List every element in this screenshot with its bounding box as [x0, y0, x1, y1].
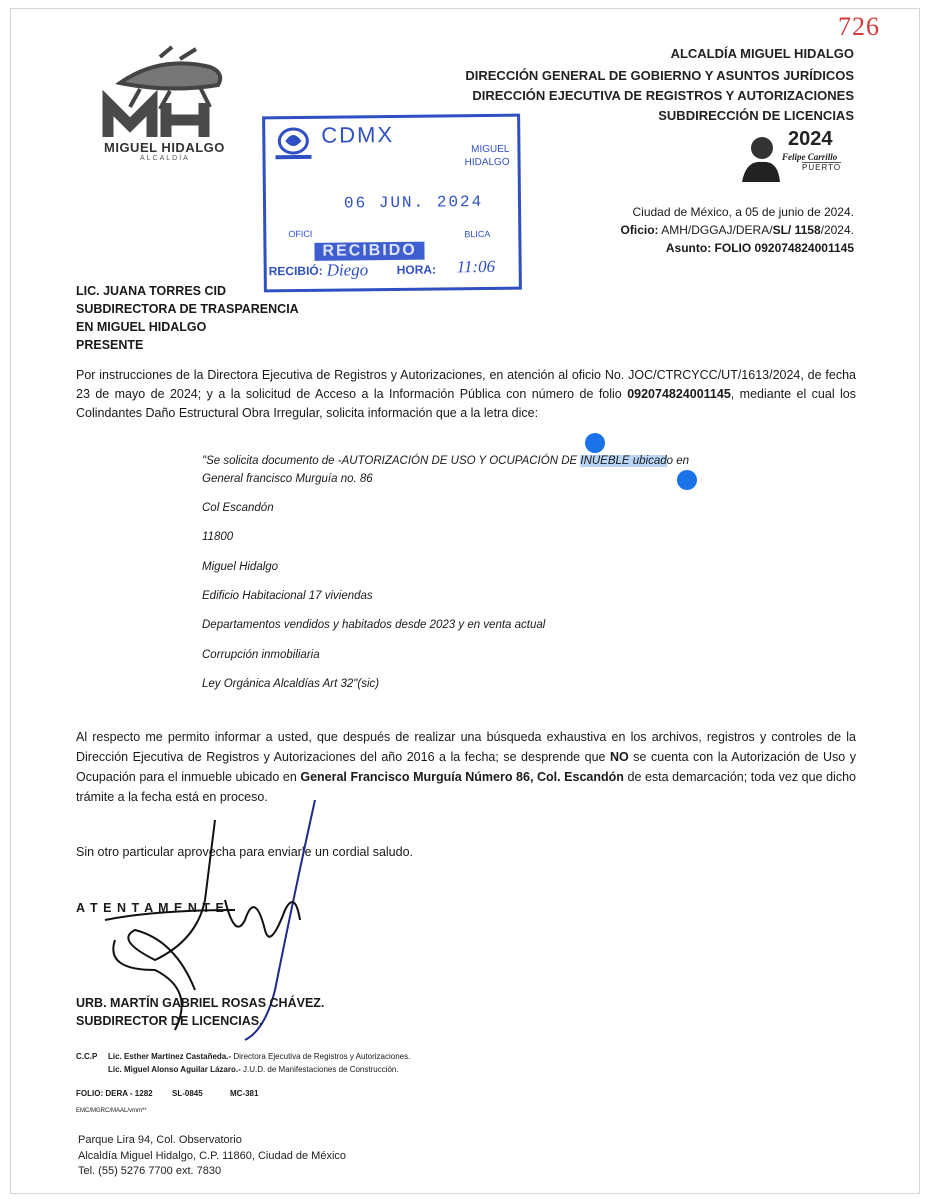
paragraph-3: Sin otro particular aprovecha para enviarle un cordial saludo. [76, 845, 413, 859]
page-number: 726 [838, 12, 880, 41]
quote-line-3: Col Escandón [202, 502, 274, 514]
header-line-3: DIRECCIÓN EJECUTIVA DE REGISTROS Y AUTORIZACIONES [472, 88, 854, 103]
footer-address: Parque Lira 94, Col. Observatorio [78, 1134, 242, 1146]
stamp-side-line1: MIGUEL [471, 143, 510, 156]
paragraph-1 [76, 366, 856, 423]
stamp-side-line2: HIDALGO [464, 156, 510, 169]
ccp-1-role: Directora Ejecutiva de Registros y Autorizaciones. [231, 1052, 411, 1061]
stamp-hora-label: HORA: [396, 262, 437, 277]
stamp-side-text [464, 143, 509, 169]
initials: EMC/MGRC/MAAL/vmm** [76, 1108, 147, 1114]
campaign-year: 2024 [788, 128, 833, 150]
p2-no: NO [610, 750, 629, 764]
p2-address: General Francisco Murguía Número 86, Col. Escandón [300, 770, 624, 784]
stamp-recibido: RECIBIDO [314, 242, 424, 261]
p2-text-c: de esta demarcación; toda vez que dicho trámite a la fecha está en proceso. [76, 770, 856, 804]
stamp-date: 06 JUN. 2024 [343, 193, 484, 213]
stamp-oficialia: OFICI [288, 228, 313, 240]
p1-folio: 092074824001145 [627, 387, 731, 401]
p1-text-a: Por instrucciones de la Directora Ejecutiva de Registros y Autorizaciones, en atención al oficio No. JOC/CTRCYCC/UT/1613/2024, de fecha 23 de mayo de 2024; y a la solicitud de Acceso a la Información Pública con número de folio [76, 368, 856, 401]
portrait-icon [740, 132, 780, 182]
logo-subtitle: ALCALDÍA [140, 155, 190, 162]
p1-text-b: , mediante el cual los Colindantes Daño Estructural Obra Irregular, solicita información que a la letra dice: [76, 387, 856, 420]
selection-end-handle[interactable] [677, 470, 697, 490]
oficio-label: Oficio: [620, 223, 659, 237]
campaign-puerto: PUERTO [802, 163, 842, 172]
ccp-2-name: Lic. Miguel Alonso Aguilar Lázaro.- [108, 1065, 241, 1074]
signer-title: SUBDIRECTOR DE LICENCIAS. [76, 1014, 263, 1028]
footer-city: Alcaldía Miguel Hidalgo, C.P. 11860, Ciudad de México [78, 1150, 347, 1162]
stamp-publica: BLICA [464, 228, 491, 240]
quote-text-a: "Se solicita documento de -AUTORIZACIÓN DE USO Y OCUPACIÓN DE [202, 455, 581, 467]
quote-line-5: Miguel Hidalgo [202, 561, 279, 573]
stamp-hora-value: 11:06 [456, 256, 496, 277]
city-date: Ciudad de México, a 05 de junio de 2024. [632, 205, 854, 219]
ccp-line-1 [108, 1052, 410, 1061]
addressee-presente: PRESENTE [76, 338, 144, 352]
addressee-location: EN MIGUEL HIDALGO [76, 320, 207, 334]
p2-text-a: Al respecto me permito informar a usted, que después de realizar una búsqueda exhaustiva en los archivos, registros y controles de la Dirección Ejecutiva de Registros y Autorizaciones del año 2016 a la fecha; se desprende que [76, 730, 856, 764]
folio-mc: MC-381 [230, 1089, 259, 1098]
ccp-2-role: J.U.D. de Manifestaciones de Construcción. [240, 1065, 399, 1074]
footer-phone: Tel. (55) 5276 7700 ext. 7830 [78, 1165, 222, 1177]
header-line-1: ALCALDÍA MIGUEL HIDALGO [670, 46, 854, 61]
header-line-2: DIRECCIÓN GENERAL DE GOBIERNO Y ASUNTOS JURÍDICOS [465, 68, 854, 83]
folio-sl: SL-0845 [172, 1089, 203, 1098]
quote-text-b: o en [666, 455, 690, 467]
received-stamp [262, 114, 522, 293]
addressee-name: LIC. JUANA TORRES CID [76, 284, 227, 298]
signer-name: URB. MARTÍN GABRIEL ROSAS CHÁVEZ. [76, 996, 325, 1010]
quote-line-1[interactable] [202, 455, 689, 467]
quote-line-7: Departamentos vendidos y habitados desde 2023 y en venta actual [202, 619, 546, 631]
oficio-sl: SL/ 1158 [772, 223, 821, 237]
quote-line-2: General francisco Murguía no. 86 [202, 473, 373, 485]
header-line-4: SUBDIRECCIÓN DE LICENCIAS [658, 108, 854, 123]
folio-dera: FOLIO: DERA - 1282 [76, 1089, 153, 1098]
oficio-value: AMH/DGGAJ/DERA/ [658, 223, 773, 237]
addressee-title: SUBDIRECTORA DE TRASPARENCIA [76, 302, 299, 316]
selection-start-handle[interactable] [585, 433, 605, 453]
oficio-line [621, 221, 854, 239]
cdmx-seal-icon [271, 125, 315, 161]
quote-line-4: 11800 [202, 531, 234, 543]
p2-text-b: se cuenta con la Autorización de Uso y Ocupación para el inmueble ubicado en [76, 750, 856, 784]
quote-line-8: Corrupción inmobiliaria [202, 649, 320, 661]
asunto-line: Asunto: FOLIO 092074824001145 [665, 241, 854, 255]
selected-text[interactable]: INUEBLE ubicad [580, 455, 667, 467]
oficio-year: /2024. [820, 223, 854, 237]
ccp-label: C.C.P [76, 1052, 98, 1061]
quote-line-6: Edificio Habitacional 17 viviendas [202, 590, 373, 602]
stamp-recibio-name: Diego [326, 260, 369, 280]
atentamente: A T E N T A M E N T E [76, 901, 225, 915]
ccp-1-name: Lic. Esther Martínez Castañeda.- [108, 1052, 232, 1061]
ccp-line-2 [108, 1065, 399, 1074]
quote-line-9: Ley Orgánica Alcaldías Art 32"(sic) [202, 678, 380, 690]
campaign-name: Felipe Carrillo [782, 152, 838, 162]
stamp-recibio-label: RECIBIÓ: [268, 263, 323, 279]
logo-name: MIGUEL HIDALGO [104, 140, 225, 155]
stamp-cdmx: CDMX [321, 121, 395, 148]
